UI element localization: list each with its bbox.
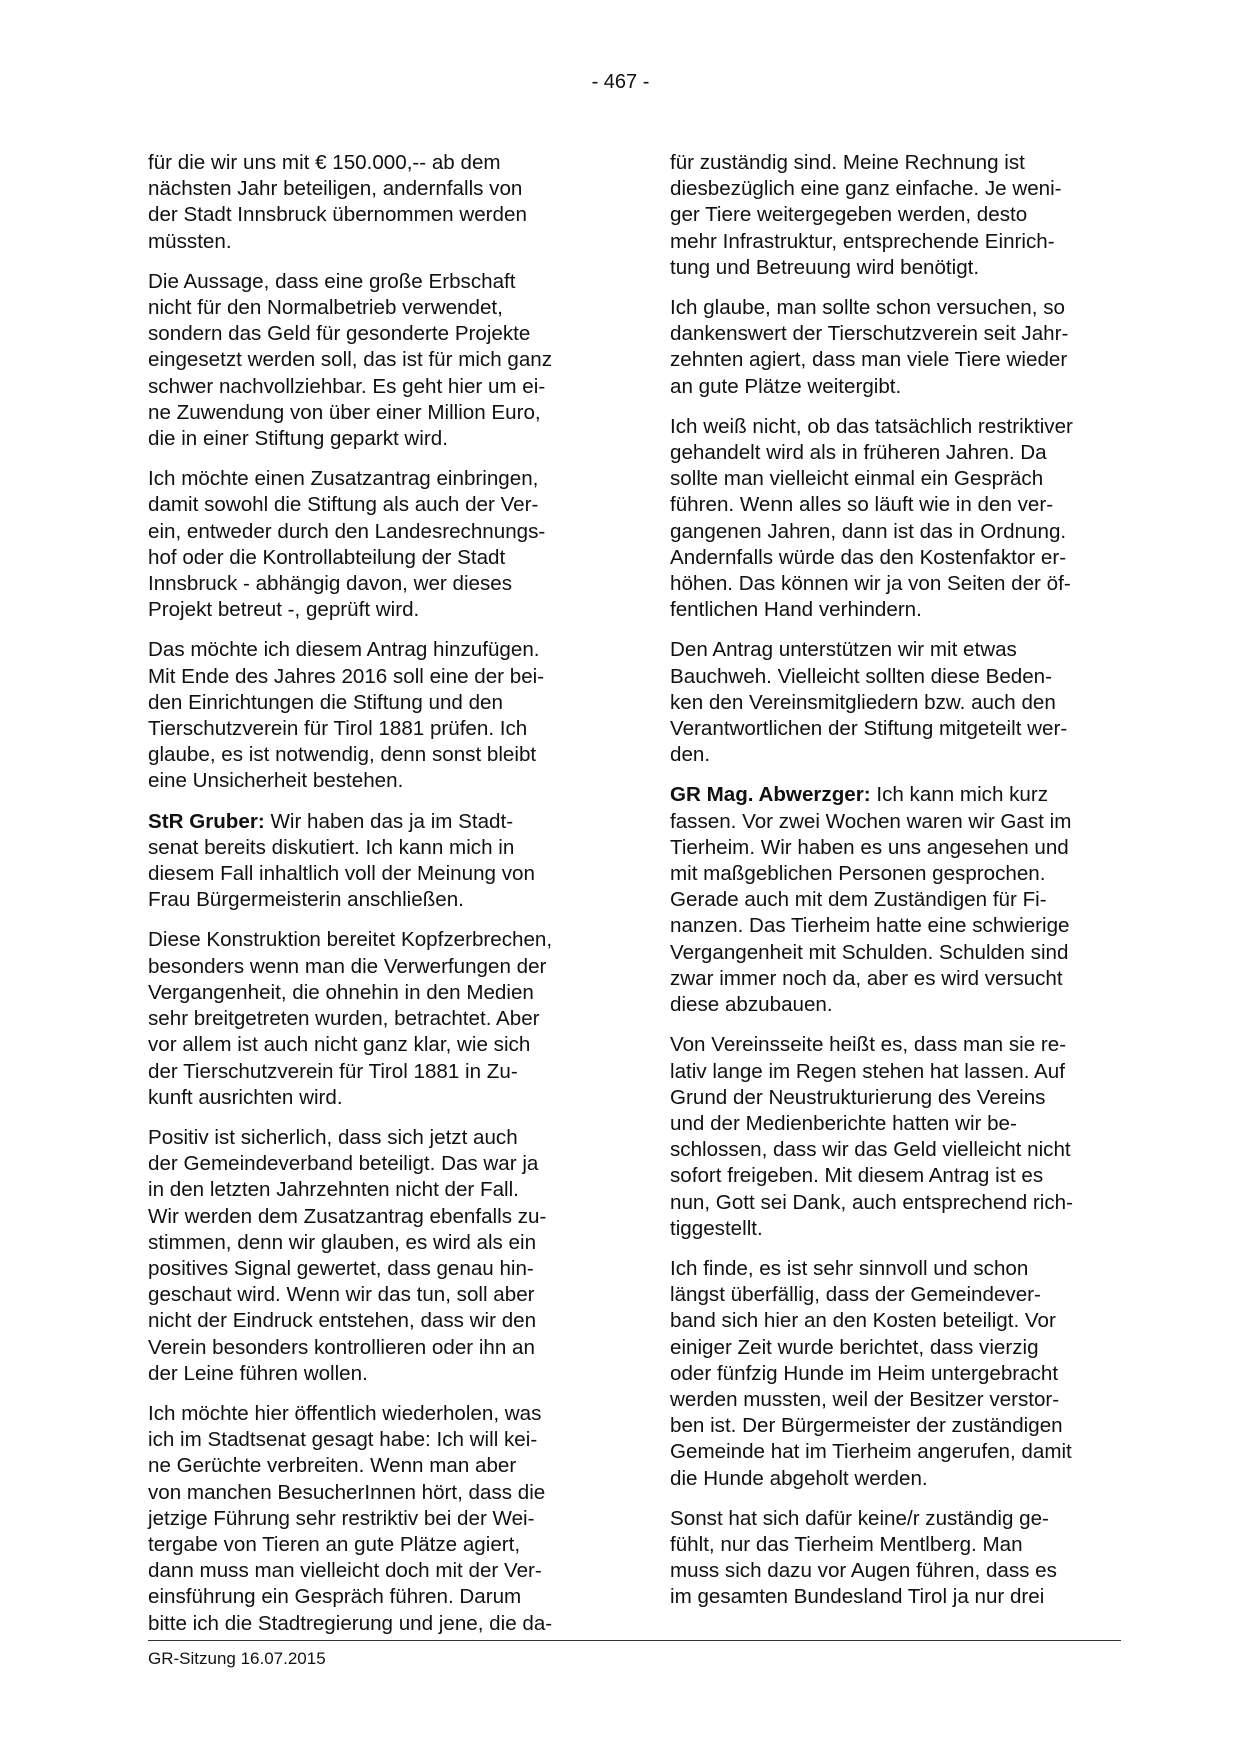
- paragraph: Den Antrag unterstützen wir mit etwas Bauchweh. Vielleicht sollten diese Beden- ken den Vereinsmitgliedern bzw. auch den Verantwortlichen der Stiftung mitgeteilt wer- den.: [670, 638, 1068, 767]
- paragraph: Die Aussage, dass eine große Erbschaft nicht für den Normalbetrieb verwendet, sondern das Geld für gesonderte Projekte eingesetzt werden soll, das ist für mich ganz schwer nachvollziehbar. Es geht hier um ei- ne Zuwendung von über einer Million Euro, die in einer Stiftung geparkt wird.: [148, 269, 553, 451]
- speaker-name: GR Mag. Abwerzger:: [670, 783, 871, 807]
- speaker-text: Ich kann mich kurz fassen. Vor zwei Wochen waren wir Gast im Tierheim. Wir haben es uns angesehen und mit maßgeblichen Personen gesprochen. Gerade auch mit dem Zuständigen für Fi- nanzen. Das Tierheim hatte eine schwierige Vergangenheit mit Schulden. Schulden sind zwar immer noch da, aber es wird versucht diese abzubauen.: [670, 783, 1072, 1017]
- paragraph: Diese Konstruktion bereitet Kopfzerbrechen, besonders wenn man die Verwerfungen der Vergangenheit, die ohnehin in den Medien sehr breitgetreten wurden, betrachtet. Aber vor allem ist auch nicht ganz klar, wie sich der Tierschutzverein für Tirol 1881 in Zu- kunft ausrichten wird.: [148, 928, 553, 1109]
- speaker-paragraph: [670, 782, 1122, 1018]
- right-column: [670, 150, 1122, 1625]
- speaker-paragraph: [148, 809, 600, 914]
- speaker-text: Wir haben das ja im Stadt- senat bereits diskutiert. Ich kann mich in diesem Fall inhaltlich voll der Meinung von Frau Bürgermeisterin anschließen.: [148, 809, 535, 912]
- footer-session-date: GR-Sitzung 16.07.2015: [148, 1649, 326, 1668]
- paragraph: für die wir uns mit € 150.000,-- ab dem nächsten Jahr beteiligen, andernfalls von der Stadt Innsbruck übernommen werden müssten.: [148, 151, 527, 253]
- paragraph: Von Vereinsseite heißt es, dass man sie re- lativ lange im Regen stehen hat lassen. Auf Grund der Neustrukturierung des Vereins und der Medienberichte hatten wir be- schlossen, dass wir das Geld vielleicht nicht sofort freigeben. Mit diesem Antrag ist es nun, Gott sei Dank, auch entsprechend rich- tiggestellt.: [670, 1033, 1073, 1240]
- page-number: - 467 -: [591, 71, 650, 93]
- paragraph: Ich glaube, man sollte schon versuchen, so dankenswert der Tierschutzverein seit Jahr- zehnten agiert, dass man viele Tiere wieder an gute Plätze weitergibt.: [670, 296, 1069, 398]
- paragraph: Ich finde, es ist sehr sinnvoll und schon längst überfällig, dass der Gemeindever- band sich hier an den Kosten beteiligt. Vor einiger Zeit wurde berichtet, dass vierzig oder fünfzig Hunde im Heim untergebracht werden mussten, weil der Besitzer verstor- ben ist. Der Bürgermeister der zuständigen Gemeinde hat im Tierheim angerufen, damit die Hunde abgeholt werden.: [670, 1256, 1072, 1490]
- paragraph: für zuständig sind. Meine Rechnung ist diesbezüglich eine ganz einfache. Je weni- ger Tiere weitergegeben werden, desto mehr Infrastruktur, entsprechende Einrich- tung und Betreuung wird benötigt.: [670, 151, 1062, 279]
- paragraph: Ich möchte hier öffentlich wiederholen, was ich im Stadtsenat gesagt habe: Ich will kei- ne Gerüchte verbreiten. Wenn man aber von manchen BesucherInnen hört, dass die jetzige Führung sehr restriktiv bei der Wei- tergabe von Tieren an gute Plätze agiert, dann muss man vielleicht doch mit der Ver- einsführung ein Gespräch führen. Darum bitte ich die Stadtregierung und jene, die da-: [148, 1401, 553, 1635]
- paragraph: Sonst hat sich dafür keine/r zuständig ge- fühlt, nur das Tierheim Mentlberg. Man muss sich dazu vor Augen führen, dass es im gesamten Bundesland Tirol ja nur drei: [670, 1506, 1057, 1609]
- speaker-name: StR Gruber:: [148, 809, 265, 833]
- paragraph: Positiv ist sicherlich, dass sich jetzt auch der Gemeindeverband beteiligt. Das war ja in den letzten Jahrzehnten nicht der Fall. Wir werden dem Zusatzantrag ebenfalls zu- stimmen, denn wir glauben, es wird als ein positives Signal gewertet, dass genau hin- geschaut wird. Wenn wir das tun, soll aber nicht der Eindruck entstehen, dass wir den Verein besonders kontrollieren oder ihn an der Leine führen wollen.: [148, 1125, 547, 1385]
- paragraph: Das möchte ich diesem Antrag hinzufügen. Mit Ende des Jahres 2016 soll eine der bei- den Einrichtungen die Stiftung und den Tierschutzverein für Tirol 1881 prüfen. Ich glaube, es ist notwendig, denn sonst bleibt eine Unsicherheit bestehen.: [148, 638, 545, 793]
- paragraph: Ich möchte einen Zusatzantrag einbringen, damit sowohl die Stiftung als auch der Ver- ein, entweder durch den Landesrechnungs- hof oder die Kontrollabteilung der Stadt Innsbruck - abhängig davon, wer dieses Projekt betreut -, geprüft wird.: [148, 467, 546, 622]
- left-column: [148, 150, 600, 1651]
- paragraph: Ich weiß nicht, ob das tatsächlich restriktiver gehandelt wird als in früheren Jahren. Da sollte man vielleicht einmal ein Gespräch führen. Wenn alles so läuft wie in den ver- gangenen Jahren, dann ist das in Ordnung. Andernfalls würde das den Kostenfaktor er- höhen. Das können wir ja von Seiten der öf- fentlichen Hand verhindern.: [670, 414, 1073, 622]
- footer-divider: [148, 1640, 1121, 1641]
